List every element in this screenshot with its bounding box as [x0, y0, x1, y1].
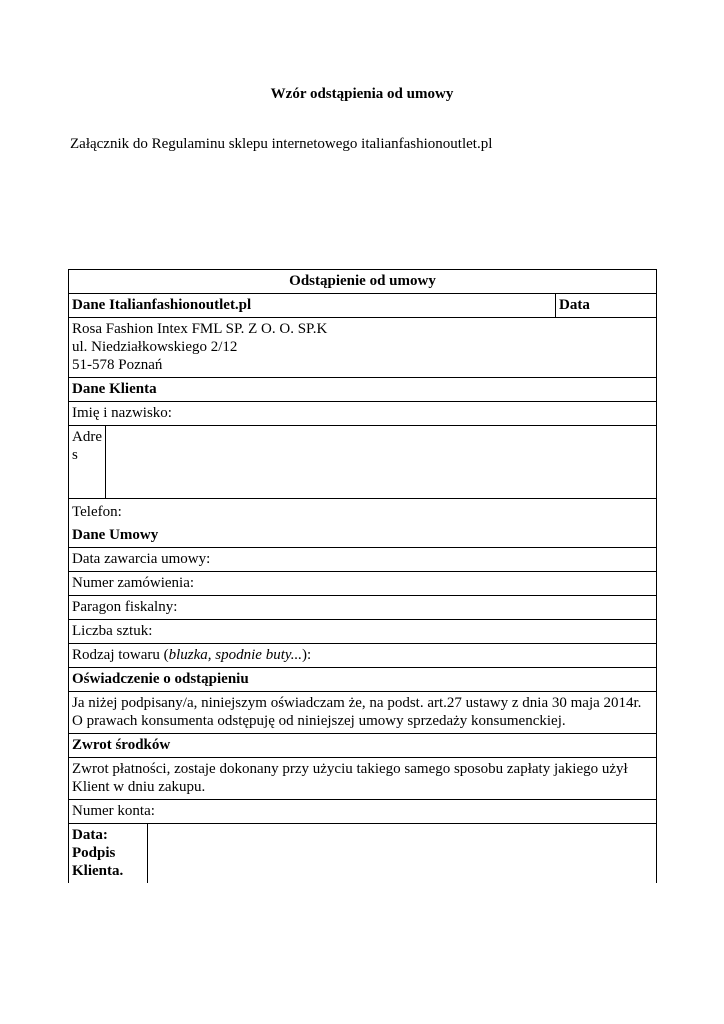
statement-section-row: [69, 668, 657, 692]
name-row: [69, 402, 657, 426]
statement-section-heading: Oświadczenie o odstąpieniu: [69, 668, 657, 692]
order-number-field[interactable]: [69, 572, 657, 596]
address-label: Adres: [69, 426, 106, 499]
receipt-label: Paragon fiskalny:: [72, 599, 178, 615]
contract-date-field[interactable]: [69, 548, 657, 572]
contract-date-label: Data zawarcia umowy:: [72, 551, 211, 567]
name-field[interactable]: [69, 402, 657, 426]
document-subtitle: Załącznik do Regulaminu sklepu internetowego italianfashionoutlet.pl: [70, 136, 493, 152]
quantity-row: [69, 620, 657, 644]
order-number-row: [69, 572, 657, 596]
goods-type-row: [69, 644, 657, 668]
quantity-label: Liczba sztuk:: [72, 623, 153, 639]
signature-label: Data: Podpis Klienta.: [69, 824, 148, 884]
refund-text: Zwrot płatności, zostaje dokonany przy użyciu takiego samego sposobu zapłaty jakiego użył Klient w dniu zakupu.: [69, 758, 657, 800]
account-row: [69, 800, 657, 824]
withdrawal-form-table: [68, 269, 657, 883]
form-header-row: [69, 270, 657, 294]
shop-section-heading: Dane Italianfashionoutlet.pl: [69, 294, 556, 318]
phone-label: Telefon:: [72, 504, 122, 520]
document-title: Wzór odstąpienia od umowy: [270, 86, 454, 102]
refund-section-heading: Zwrot środków: [69, 734, 657, 758]
shop-address-row: [69, 318, 657, 378]
shop-section-row: [69, 294, 657, 318]
statement-row: [69, 692, 657, 734]
contract-date-row: [69, 548, 657, 572]
date-heading: Data: [556, 294, 657, 318]
address-row: [69, 426, 657, 499]
statement-text: Ja niżej podpisany/a, niniejszym oświadczam że, na podst. art.27 ustawy z dnia 30 maja 2014r. O prawach konsumenta odstępuję od niniejszej umowy sprzedaży konsumenckiej.: [69, 692, 657, 734]
account-field[interactable]: [69, 800, 657, 824]
refund-section-row: [69, 734, 657, 758]
client-section-row: [69, 378, 657, 402]
signature-field[interactable]: [148, 824, 657, 884]
address-field[interactable]: [106, 426, 657, 499]
shop-address: Rosa Fashion Intex FML SP. Z O. O. SP.K ul. Niedziałkowskiego 2/12 51-578 Poznań: [69, 318, 657, 378]
form-header: Odstąpienie od umowy: [69, 270, 657, 294]
contract-section-heading: Dane Umowy: [72, 527, 159, 543]
goods-type-label-prefix: Rodzaj towaru (: [72, 647, 169, 663]
quantity-field[interactable]: [69, 620, 657, 644]
phone-field[interactable]: [69, 499, 657, 548]
refund-row: [69, 758, 657, 800]
account-label: Numer konta:: [72, 803, 155, 819]
receipt-field[interactable]: [69, 596, 657, 620]
goods-type-field[interactable]: [69, 644, 657, 668]
goods-type-label-suffix: ):: [301, 647, 312, 663]
client-section-heading: Dane Klienta: [69, 378, 657, 402]
receipt-row: [69, 596, 657, 620]
phone-row: [69, 499, 657, 548]
order-number-label: Numer zamówienia:: [72, 575, 195, 591]
goods-type-example: bluzka, spodnie buty...: [168, 647, 302, 663]
signature-row: [69, 824, 657, 884]
name-label: Imię i nazwisko:: [72, 405, 172, 421]
